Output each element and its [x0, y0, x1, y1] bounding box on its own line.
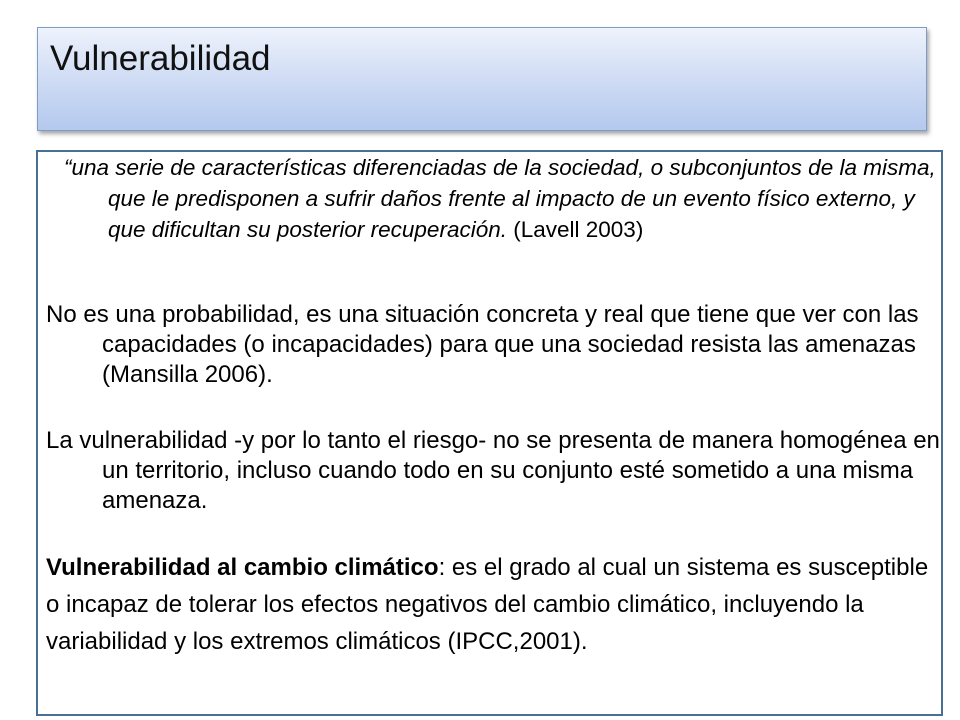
territory-paragraph: La vulnerabilidad -y por lo tanto el riesgo- no se presenta de manera homogénea en un territorio, incluso cuando todo en su conjunto esté sometido a una misma amenaza.: [46, 427, 940, 514]
probability-paragraph: No es una probabilidad, es una situación concreta y real que tiene que ver con las capacidades (o incapacidades) para que una sociedad resista las amenazas (Mansilla 2006).: [46, 301, 919, 388]
quote-citation: (Lavell 2003): [506, 217, 644, 242]
climate-change-definition: : es el grado al cual un sistema es susceptible o incapaz de tolerar los efectos negativos del cambio climático, incluyendo la variabilidad y los extremos climáticos (IPCC,2001).: [46, 554, 929, 655]
slide-title-box: [37, 27, 927, 131]
quote-text: “una serie de características diferenciadas de la sociedad, o subconjuntos de la misma, que le predisponen a sufrir daños frente al impacto de un evento físico externo, y que dificultan su posterior recuperación.: [64, 155, 936, 242]
climate-change-term: Vulnerabilidad al cambio climático: [46, 554, 439, 581]
quote-paragraph: [46, 152, 941, 245]
climate-change-paragraph: [46, 549, 946, 660]
slide-content-box: [36, 150, 943, 716]
slide-title: Vulnerabilidad: [50, 39, 271, 78]
